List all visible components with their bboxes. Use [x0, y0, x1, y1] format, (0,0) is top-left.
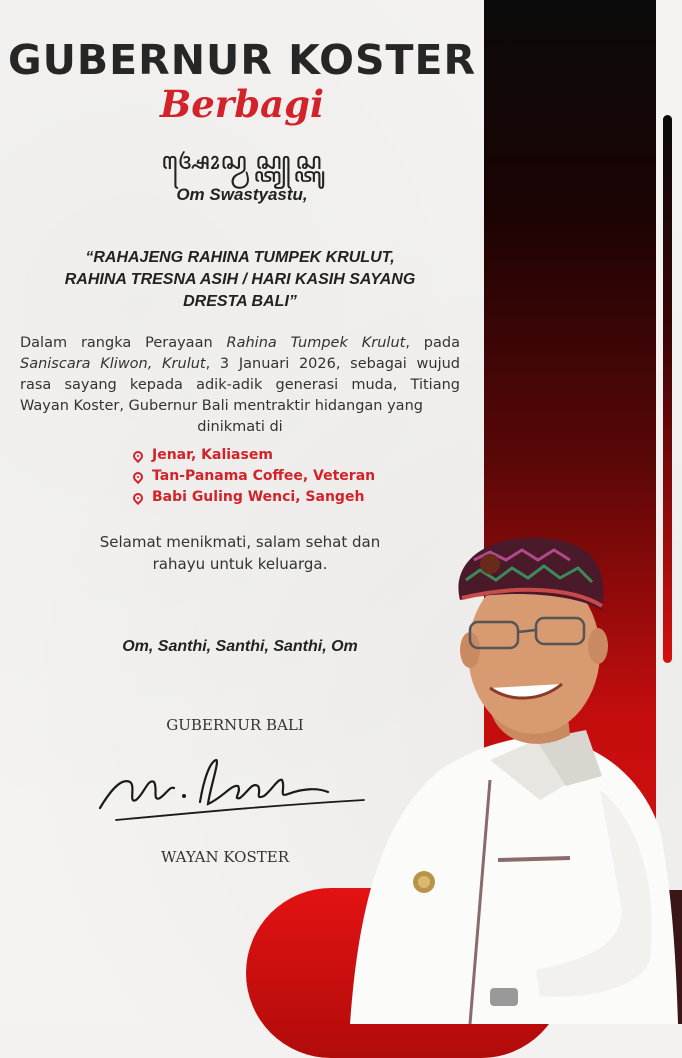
map-pin-icon — [131, 469, 145, 483]
closing-line: Selamat menikmati, salam sehat dan — [99, 533, 381, 551]
body-text-segment: Dalam rangka Perayaan — [20, 335, 227, 351]
location-label: Babi Guling Wenci, Sangeh — [152, 489, 365, 505]
quote-block — [30, 247, 450, 313]
location-list — [133, 445, 375, 508]
location-label: Tan-Panama Coffee, Veteran — [152, 468, 376, 484]
mantra-text: Om, Santhi, Santhi, Santhi, Om — [122, 638, 358, 655]
map-pin-icon — [131, 490, 145, 504]
body-paragraph — [20, 333, 460, 438]
signatory-name: WAYAN KOSTER — [161, 848, 289, 866]
body-text-segment: , 3 Januari 2026, sebagai wujud rasa sayang kepada adik-adik generasi muda, Titiang Wayan Koster, Gubernur Bali mentraktir hidangan yang — [20, 356, 461, 414]
location-label: Jenar, Kaliasem — [152, 447, 273, 463]
body-text-italic: Saniscara Kliwon, Krulut — [20, 356, 206, 372]
body-text-italic: Rahina Tumpek Krulut — [226, 335, 406, 351]
balinese-script-greeting: ꦄꦺꦴꦱ꧀ꦮꦱ꧀ꦠꦾꦱ꧀ꦠꦸ — [161, 147, 323, 175]
quote-line: RAHINA TRESNA ASIH / HARI KASIH SAYANG — [64, 271, 416, 288]
body-text-last-line: dinikmati di — [197, 419, 283, 435]
greeting-text: Om Swastyastu, — [176, 185, 308, 204]
quote-line: “RAHAJENG RAHINA TUMPEK KRULUT, — [85, 249, 395, 266]
signatory-title: GUBERNUR BALI — [166, 716, 304, 734]
location-item — [133, 466, 375, 487]
poster-title: GUBERNUR KOSTER — [7, 36, 477, 84]
closing-line: rahayu untuk keluarga. — [152, 555, 328, 573]
location-item — [133, 445, 375, 466]
map-pin-icon — [131, 448, 145, 462]
handwritten-signature — [92, 748, 372, 828]
governor-portrait — [340, 530, 682, 1024]
quote-line: DRESTA BALI” — [183, 293, 297, 310]
body-text-segment: , pada — [405, 335, 460, 351]
location-item — [133, 487, 375, 508]
poster-subtitle: Berbagi — [159, 82, 325, 126]
